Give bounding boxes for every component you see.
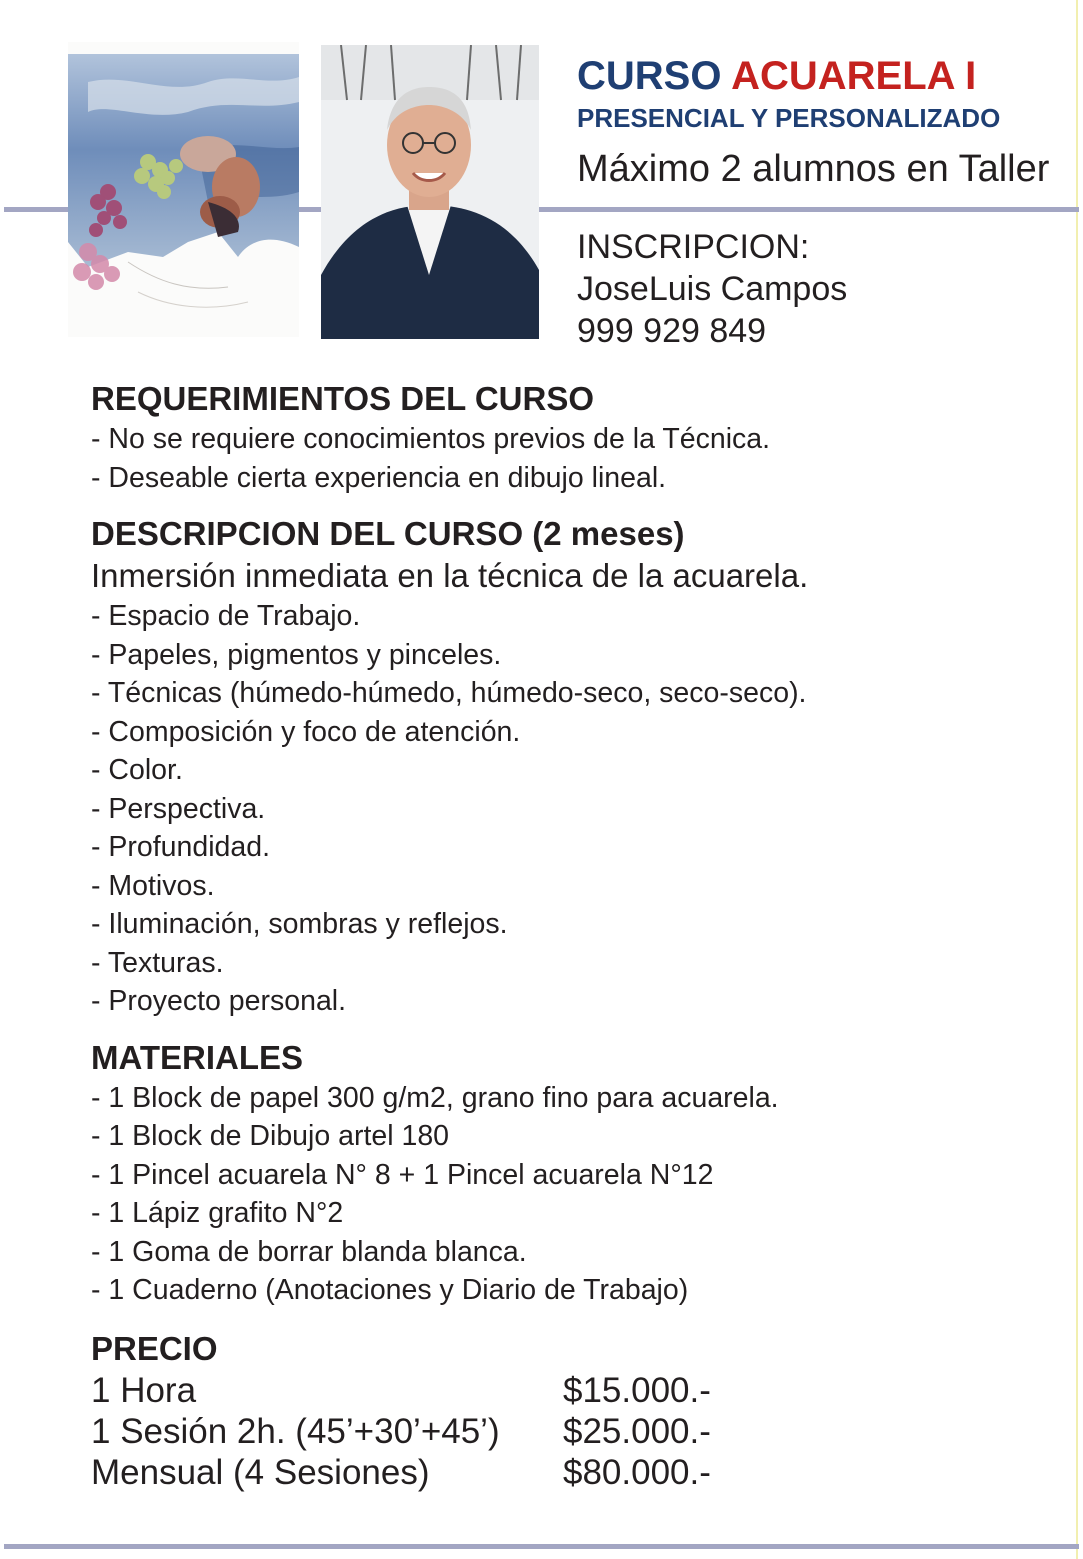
contact-phone: 999 929 849 [577,312,767,350]
description-intro: Inmersión inmediata en la técnica de la acuarela. [91,557,809,594]
course-title [577,52,976,100]
description-item: - Profundidad. [91,831,271,863]
top-divider-middle [299,207,321,212]
requirements-section [91,378,1051,497]
requirement-item: - No se requiere conocimientos previos de la Técnica. [91,423,771,455]
requirements-heading: REQUERIMIENTOS DEL CURSO [91,380,595,417]
title-acuarela: ACUARELA I [731,54,977,98]
materials-heading: MATERIALES [91,1038,304,1076]
material-item: - 1 Pincel acuarela N° 8 + 1 Pincel acuarela N°12 [91,1158,714,1191]
inscription-block [577,226,847,352]
price-label: 1 Hora [91,1370,197,1410]
material-item: - 1 Goma de borrar blanda blanca. [91,1235,527,1268]
description-heading: DESCRIPCION DEL CURSO (2 meses) [91,515,685,552]
requirement-item: - Deseable cierta experiencia en dibujo lineal. [91,461,667,494]
price-value: $15.000.- [563,1370,711,1410]
material-item: - 1 Cuaderno (Anotaciones y Diario de Trabajo) [91,1274,689,1306]
material-item: - 1 Block de papel 300 g/m2, grano fino para acuarela. [91,1081,779,1114]
price-label: Mensual (4 Sesiones) [91,1452,430,1492]
bottom-divider [4,1544,1079,1549]
price-row [91,1411,1051,1452]
materials-section [91,1037,1051,1310]
price-section [91,1328,1051,1493]
title-curso: CURSO [577,54,722,98]
price-row [91,1452,1051,1493]
price-heading: PRECIO [91,1329,218,1367]
course-details [91,378,1051,1493]
description-item: - Proyecto personal. [91,985,347,1017]
watercolor-painting-image [68,42,299,337]
description-item: - Iluminación, sombras y reflejos. [91,908,508,940]
top-divider-right [539,207,1079,212]
description-item: - Perspectiva. [91,792,266,825]
description-section [91,513,1051,1021]
right-edge-line [1076,0,1078,1559]
material-item: - 1 Block de Dibujo artel 180 [91,1120,450,1152]
material-item: - 1 Lápiz grafito N°2 [91,1197,344,1229]
course-subtitle: PRESENCIAL Y PERSONALIZADO [577,103,1001,133]
instructor-photo [321,45,539,339]
description-item: - Motivos. [91,869,215,902]
contact-name: JoseLuis Campos [577,270,848,308]
description-item: - Composición y foco de atención. [91,715,521,748]
price-row [91,1370,1051,1411]
price-value: $80.000.- [563,1452,711,1492]
max-students: Máximo 2 alumnos en Taller [577,148,1050,190]
top-divider-left [4,207,68,212]
inscription-label: INSCRIPCION: [577,228,810,266]
description-item: - Texturas. [91,946,224,979]
description-item: - Espacio de Trabajo. [91,600,361,632]
description-item: - Color. [91,754,183,786]
price-value: $25.000.- [563,1411,711,1451]
description-item: - Papeles, pigmentos y pinceles. [91,638,502,671]
price-label: 1 Sesión 2h. (45’+30’+45’) [91,1411,500,1451]
description-item: - Técnicas (húmedo-húmedo, húmedo-seco, seco-seco). [91,677,807,709]
